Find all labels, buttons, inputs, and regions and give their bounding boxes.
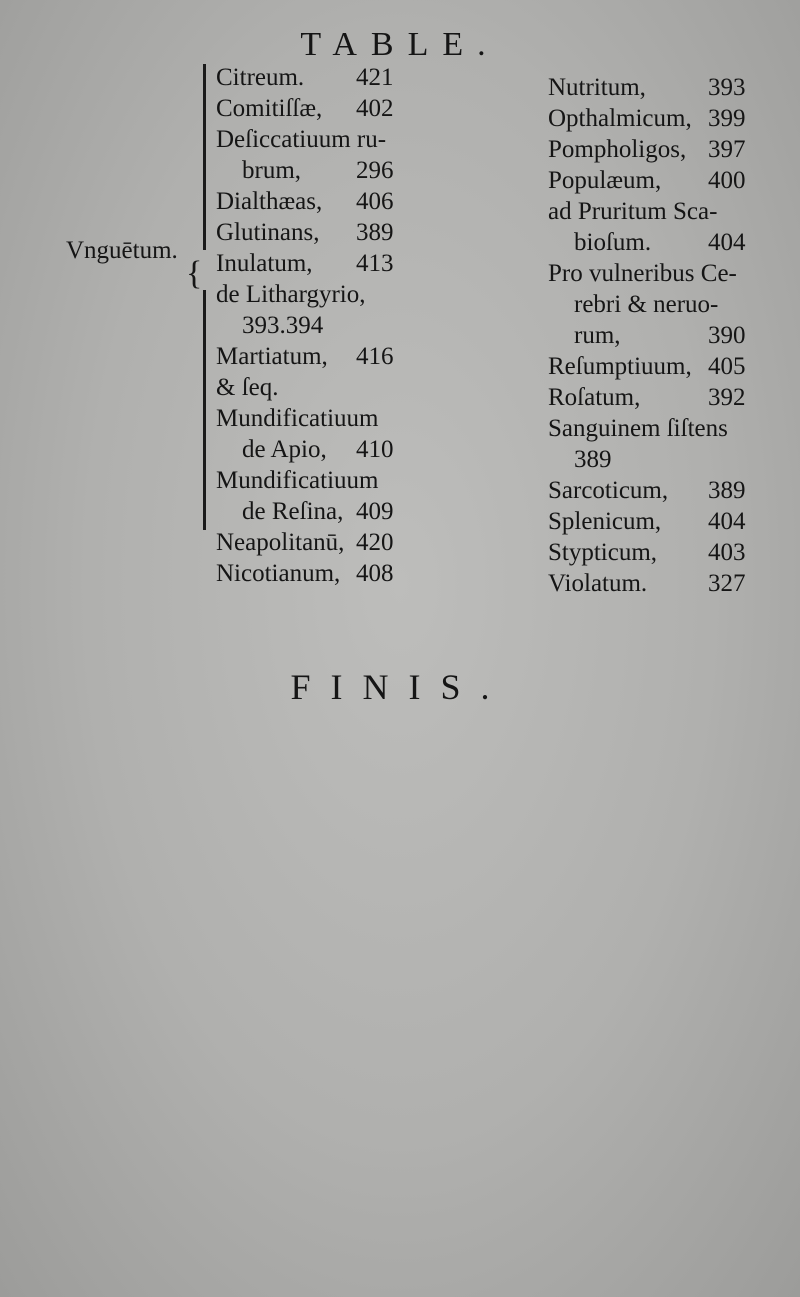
entry-page-number: 404 — [708, 229, 746, 256]
index-entry — [548, 475, 758, 506]
entry-page-number: 399 — [708, 105, 746, 132]
entry-text: Nicotianum, — [216, 560, 341, 587]
entry-page-number: 296 — [356, 157, 394, 184]
index-entry — [216, 465, 416, 496]
entry-page-number: 408 — [356, 560, 394, 587]
index-entry — [216, 527, 416, 558]
index-entry — [548, 444, 758, 475]
index-entry — [548, 134, 758, 165]
entry-page-number: 389 — [356, 219, 394, 246]
entry-text: Neapolitanū, — [216, 529, 345, 556]
right-index-column — [548, 72, 758, 599]
index-entry — [216, 124, 416, 155]
index-entry — [548, 103, 758, 134]
index-entry — [216, 217, 416, 248]
index-entry — [216, 496, 416, 527]
entry-page-number: 420 — [356, 529, 394, 556]
entry-text: Mundificatiuum — [216, 405, 379, 432]
entry-text: Pro vulneribus Ce- — [548, 260, 737, 287]
brace-line-bottom — [203, 290, 206, 530]
brace-icon: { — [186, 255, 203, 292]
entry-page-number: 403 — [708, 539, 746, 566]
finis-heading: FINIS. — [290, 667, 510, 707]
entry-page-number: 405 — [708, 353, 746, 380]
index-entry — [548, 196, 758, 227]
entry-text: Martiatum, — [216, 343, 328, 370]
entry-text: rebri & neruo- — [574, 291, 719, 318]
entry-text: Roſatum, — [548, 384, 641, 411]
entry-page-number: 410 — [356, 436, 394, 463]
entry-text: ad Pruritum Sca- — [548, 198, 718, 225]
index-entry — [548, 537, 758, 568]
entry-page-number: 402 — [356, 95, 394, 122]
entry-page-number: 327 — [708, 570, 746, 597]
entry-text: de Lithargyrio, — [216, 281, 366, 308]
index-entry — [216, 62, 416, 93]
index-entry — [216, 310, 416, 341]
index-entry — [216, 403, 416, 434]
index-entry — [216, 558, 416, 589]
entry-text: & ſeq. — [216, 374, 279, 401]
index-entry — [216, 279, 416, 310]
index-entry — [548, 382, 758, 413]
category-label: Vnguētum. — [66, 237, 178, 264]
entry-text: rum, — [574, 322, 621, 349]
entry-text: 393.394 — [242, 312, 324, 339]
entry-text: Reſumptiuum, — [548, 353, 692, 380]
index-entry — [548, 413, 758, 444]
index-entry — [548, 72, 758, 103]
index-entry — [216, 341, 416, 372]
entry-page-number: 400 — [708, 167, 746, 194]
bleed-through-decoration — [380, 540, 760, 1140]
entry-page-number: 393 — [708, 74, 746, 101]
index-entry — [216, 248, 416, 279]
page-header: TABLE. — [300, 26, 500, 63]
entry-text: Inulatum, — [216, 250, 313, 277]
entry-page-number: 406 — [356, 188, 394, 215]
entry-text: Pompholigos, — [548, 136, 687, 163]
index-entry — [548, 227, 758, 258]
entry-page-number: 397 — [708, 136, 746, 163]
entry-text: de Reſina, — [242, 498, 344, 525]
index-entry — [548, 351, 758, 382]
entry-page-number: 413 — [356, 250, 394, 277]
left-index-column — [216, 62, 416, 589]
index-entry — [548, 506, 758, 537]
entry-text: brum, — [242, 157, 302, 184]
index-entry — [216, 93, 416, 124]
index-entry — [216, 434, 416, 465]
index-entry — [216, 155, 416, 186]
entry-text: Glutinans, — [216, 219, 320, 246]
index-entry — [548, 165, 758, 196]
entry-text: Opthalmicum, — [548, 105, 692, 132]
entry-text: Comitiſſæ, — [216, 95, 323, 122]
index-entry — [548, 258, 758, 289]
entry-text: Violatum. — [548, 570, 648, 597]
brace-line-top — [203, 64, 206, 250]
entry-text: Mundificatiuum — [216, 467, 379, 494]
entry-text: Stypticum, — [548, 539, 658, 566]
index-entry — [548, 289, 758, 320]
entry-text: de Apio, — [242, 436, 327, 463]
entry-page-number: 390 — [708, 322, 746, 349]
entry-text: Citreum. — [216, 64, 305, 91]
entry-text: Splenicum, — [548, 508, 662, 535]
entry-text: Sanguinem ſiſtens — [548, 415, 728, 442]
index-entry — [548, 568, 758, 599]
index-entry — [548, 320, 758, 351]
entry-page-number: 416 — [356, 343, 394, 370]
entry-text: Deſiccatiuum ru- — [216, 126, 387, 153]
entry-page-number: 421 — [356, 64, 394, 91]
entry-text: Sarcoticum, — [548, 477, 669, 504]
index-entry — [216, 186, 416, 217]
entry-text: 389 — [574, 446, 612, 473]
index-entry — [216, 372, 416, 403]
entry-page-number: 389 — [708, 477, 746, 504]
entry-text: Nutritum, — [548, 74, 646, 101]
entry-page-number: 404 — [708, 508, 746, 535]
entry-page-number: 392 — [708, 384, 746, 411]
entry-text: bioſum. — [574, 229, 652, 256]
entry-text: Dialthæas, — [216, 188, 323, 215]
entry-page-number: 409 — [356, 498, 394, 525]
entry-text: Populæum, — [548, 167, 662, 194]
